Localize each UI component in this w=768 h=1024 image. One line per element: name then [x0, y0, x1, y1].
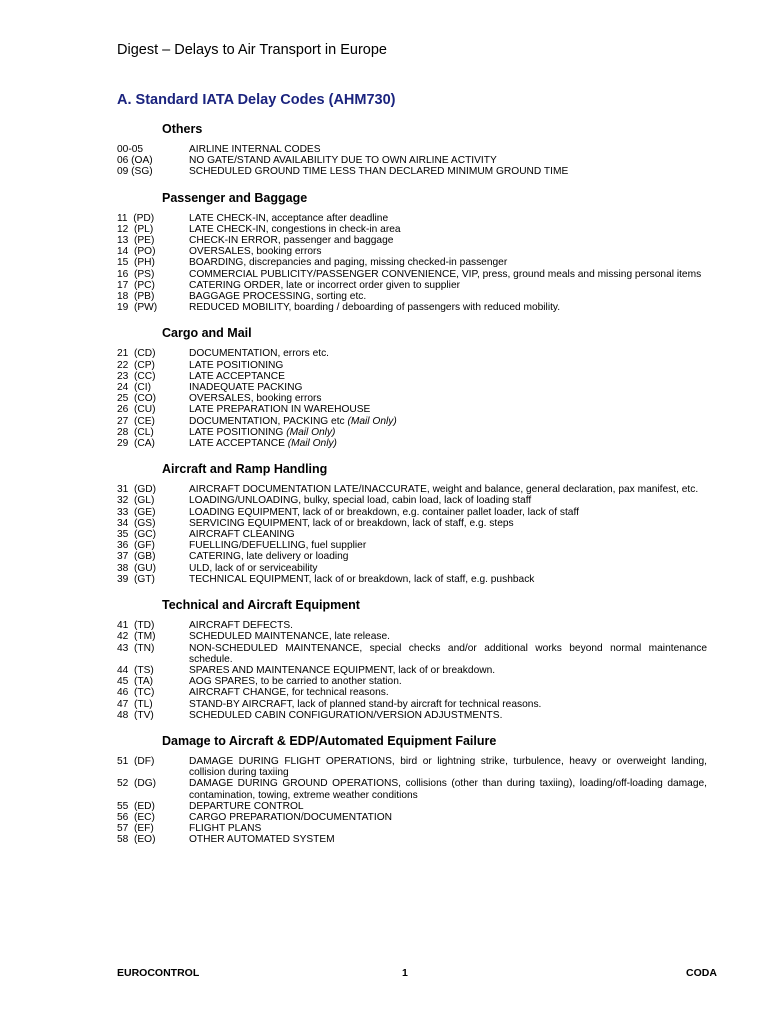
delay-code: 56 (EC) [117, 811, 155, 823]
delay-code: 33 (GE) [117, 506, 156, 518]
delay-code-row [117, 404, 707, 415]
delay-code-row [117, 291, 707, 302]
delay-description [189, 269, 707, 280]
delay-note: (Mail Only) [287, 438, 337, 450]
delay-code: 55 (ED) [117, 800, 155, 812]
delay-description-text: LATE POSITIONING [189, 359, 284, 371]
delay-code-row [117, 529, 707, 540]
delay-description-text: LATE CHECK-IN, acceptance after deadline [189, 212, 389, 224]
delay-code: 16 (PS) [117, 268, 155, 280]
delay-code-row [117, 416, 707, 427]
delay-description-text: AIRLINE INTERNAL CODES [189, 144, 321, 155]
delay-description [189, 551, 707, 562]
delay-code-row [117, 269, 707, 280]
delay-note: (Mail Only) [286, 426, 336, 438]
delay-description-text: FUELLING/DEFUELLING, fuel supplier [189, 540, 367, 552]
delay-code: 26 (CU) [117, 404, 156, 416]
delay-description-text: CATERING ORDER, late or incorrect order given to supplier [189, 279, 461, 291]
delay-description [189, 416, 707, 427]
delay-description [189, 224, 707, 235]
delay-description [189, 280, 707, 291]
delay-code-row [117, 393, 707, 404]
code-group [117, 190, 707, 314]
delay-description-text: BAGGAGE PROCESSING, sorting etc. [189, 291, 367, 303]
delay-code-row [117, 224, 707, 235]
delay-code: 58 (EO) [117, 834, 156, 846]
delay-description-text: DAMAGE DURING GROUND OPERATIONS, collisions (other than during taxiing), loading/off-loading damage, contamination, towing, extreme weather conditions [189, 778, 707, 801]
delay-code: 35 (GC) [117, 529, 157, 541]
code-group [117, 121, 707, 178]
section-title: A. Standard IATA Delay Codes (AHM730) [117, 92, 396, 108]
delay-code-row [117, 574, 707, 585]
delay-description-text: STAND-BY AIRCRAFT, lack of planned stand-by aircraft for technical reasons. [189, 698, 542, 710]
delay-code: 47 (TL) [117, 698, 153, 710]
delay-description [189, 166, 707, 177]
document-header-title: Digest – Delays to Air Transport in Europe [117, 42, 387, 58]
delay-description [189, 801, 707, 812]
code-group [117, 597, 707, 721]
delay-code-row [117, 687, 707, 698]
delay-description [189, 518, 707, 529]
delay-code-row [117, 438, 707, 449]
delay-description-text: OVERSALES, booking errors [189, 246, 322, 258]
delay-code: 43 (TN) [117, 642, 155, 654]
delay-code: 27 (CE) [117, 415, 155, 427]
delay-code: 09 (SG) [117, 166, 153, 178]
delay-description-text: TECHNICAL EQUIPMENT, lack of or breakdown, lack of staff, e.g. pushback [189, 573, 535, 585]
delay-description-text: OTHER AUTOMATED SYSTEM [189, 834, 335, 846]
delay-description-text: LATE ACCEPTANCE [189, 438, 285, 450]
delay-code-row [117, 166, 707, 177]
delay-code: 51 (DF) [117, 755, 155, 767]
delay-description-text: OVERSALES, booking errors [189, 393, 322, 405]
delay-description [189, 438, 707, 449]
delay-code-row [117, 801, 707, 812]
delay-description [189, 257, 707, 268]
delay-description-text: SCHEDULED MAINTENANCE, late release. [189, 631, 390, 643]
group-title: Damage to Aircraft & EDP/Automated Equipment Failure [162, 733, 497, 748]
delay-code-row [117, 382, 707, 393]
delay-description-text: COMMERCIAL PUBLICITY/PASSENGER CONVENIENCE, VIP, press, ground meals and missing personal items [189, 268, 702, 280]
delay-code: 48 (TV) [117, 709, 154, 721]
group-title: Passenger and Baggage [162, 190, 308, 205]
delay-code: 14 (PO) [117, 246, 156, 258]
delay-code-row [117, 235, 707, 246]
delay-description [189, 144, 707, 155]
delay-description [189, 540, 707, 551]
delay-description-text: REDUCED MOBILITY, boarding / deboarding of passengers with reduced mobility. [189, 302, 561, 314]
delay-code-row [117, 563, 707, 574]
delay-description-text: CHECK-IN ERROR, passenger and baggage [189, 235, 394, 247]
delay-description [189, 643, 707, 665]
delay-description [189, 620, 707, 631]
delay-description [189, 574, 707, 585]
delay-description [189, 291, 707, 302]
delay-code-row [117, 834, 707, 845]
delay-description-text: INADEQUATE PACKING [189, 382, 303, 394]
delay-code-row [117, 699, 707, 710]
delay-description [189, 360, 707, 371]
delay-code-row [117, 823, 707, 834]
delay-code: 24 (CI) [117, 382, 151, 394]
delay-code-row [117, 507, 707, 518]
delay-code: 37 (GB) [117, 551, 156, 563]
delay-code-row [117, 676, 707, 687]
delay-description [189, 348, 707, 359]
delay-code: 15 (PH) [117, 257, 155, 269]
delay-description-text: DEPARTURE CONTROL [189, 800, 304, 812]
delay-code: 22 (CP) [117, 359, 155, 371]
delay-code-row [117, 144, 707, 155]
delay-description [189, 302, 707, 313]
delay-code: 11 (PD) [117, 212, 155, 224]
delay-code-row [117, 348, 707, 359]
delay-description [189, 246, 707, 257]
delay-description-text: DOCUMENTATION, errors etc. [189, 348, 329, 360]
delay-description [189, 778, 707, 800]
delay-description-text: AOG SPARES, to be carried to another station. [189, 676, 402, 688]
delay-description-text: AIRCRAFT CLEANING [189, 529, 295, 541]
delay-code-row [117, 427, 707, 438]
delay-description [189, 529, 707, 540]
delay-description [189, 812, 707, 823]
delay-code: 42 (TM) [117, 631, 156, 643]
delay-description-text: LOADING EQUIPMENT, lack of or breakdown, e.g. container pallet loader, lack of staff [189, 506, 579, 518]
delay-code: 23 (CC) [117, 370, 156, 382]
delay-code: 06 (OA) [117, 155, 153, 167]
delay-code-row [117, 812, 707, 823]
delay-description-text: CARGO PREPARATION/DOCUMENTATION [189, 811, 393, 823]
delay-code-row [117, 257, 707, 268]
delay-code: 28 (CL) [117, 426, 154, 438]
footer-left-org: EUROCONTROL [117, 967, 200, 979]
delay-code-row [117, 155, 707, 166]
delay-description-text: DAMAGE DURING FLIGHT OPERATIONS, bird or lightning strike, turbulence, heavy or overweight landing, collision during taxiing [189, 755, 707, 779]
delay-description [189, 213, 707, 224]
delay-code: 19 (PW) [117, 302, 158, 314]
delay-code-row [117, 302, 707, 313]
delay-description [189, 823, 707, 834]
delay-code: 44 (TS) [117, 664, 154, 676]
delay-code-row [117, 778, 707, 800]
delay-code-row [117, 213, 707, 224]
delay-code-row [117, 360, 707, 371]
delay-description [189, 371, 707, 382]
delay-code: 39 (GT) [117, 573, 155, 585]
delay-code: 31 (GD) [117, 484, 157, 496]
delay-code: 32 (GL) [117, 495, 155, 507]
delay-description [189, 393, 707, 404]
delay-description [189, 756, 707, 778]
delay-description-text: SPARES AND MAINTENANCE EQUIPMENT, lack of or breakdown. [189, 664, 496, 676]
delay-description-text: SCHEDULED GROUND TIME LESS THAN DECLARED MINIMUM GROUND TIME [189, 166, 569, 178]
delay-description-text: BOARDING, discrepancies and paging, missing checked-in passenger [189, 257, 508, 269]
delay-code: 57 (EF) [117, 823, 154, 835]
delay-code-row [117, 643, 707, 665]
delay-code: 25 (CO) [117, 393, 157, 405]
delay-code-row [117, 551, 707, 562]
delay-code-row [117, 246, 707, 257]
delay-code: 45 (TA) [117, 676, 154, 688]
delay-code-row [117, 518, 707, 529]
delay-code: 21 (CD) [117, 348, 156, 360]
delay-description [189, 155, 707, 166]
delay-description [189, 665, 707, 676]
group-title: Aircraft and Ramp Handling [162, 462, 328, 477]
delay-description [189, 834, 707, 845]
delay-description-text: CATERING, late delivery or loading [189, 551, 349, 563]
delay-description [189, 484, 707, 495]
delay-description [189, 699, 707, 710]
delay-description [189, 495, 707, 506]
group-title: Cargo and Mail [162, 326, 252, 341]
delay-description [189, 631, 707, 642]
delay-description-text: LATE PREPARATION IN WAREHOUSE [189, 404, 371, 416]
footer-page-number: 1 [402, 967, 408, 979]
delay-description [189, 427, 707, 438]
delay-code-row [117, 495, 707, 506]
delay-description [189, 687, 707, 698]
delay-code: 00-05 [117, 144, 144, 155]
delay-description [189, 507, 707, 518]
delay-code-row [117, 756, 707, 778]
delay-description-text: LATE ACCEPTANCE [189, 370, 285, 382]
delay-code-row [117, 484, 707, 495]
delay-description [189, 382, 707, 393]
delay-description [189, 235, 707, 246]
footer-right-label: CODA [686, 967, 717, 979]
delay-description-text: ULD, lack of or serviceability [189, 562, 318, 574]
delay-code-row [117, 620, 707, 631]
delay-description [189, 563, 707, 574]
code-group [117, 325, 707, 449]
delay-description-text: FLIGHT PLANS [189, 823, 262, 835]
delay-description-text: LATE CHECK-IN, congestions in check-in area [189, 223, 401, 235]
delay-description-text: LOADING/UNLOADING, bulky, special load, cabin load, lack of loading staff [189, 495, 532, 507]
delay-description-text: AIRCRAFT CHANGE, for technical reasons. [189, 687, 389, 699]
delay-note: (Mail Only) [347, 415, 397, 427]
delay-code: 29 (CA) [117, 438, 155, 450]
delay-code-row [117, 280, 707, 291]
delay-code-row [117, 631, 707, 642]
delay-description [189, 404, 707, 415]
delay-description-text: NON-SCHEDULED MAINTENANCE, special checks and/or additional works beyond normal maintenance schedule. [189, 642, 707, 665]
delay-code: 17 (PC) [117, 279, 155, 291]
delay-description [189, 710, 707, 721]
delay-description-text: SERVICING EQUIPMENT, lack of or breakdown, lack of staff, e.g. steps [189, 517, 514, 529]
code-group [117, 461, 707, 585]
delay-code: 36 (GF) [117, 540, 155, 552]
delay-description-text: AIRCRAFT DEFECTS. [189, 620, 293, 632]
delay-code-row [117, 665, 707, 676]
delay-code-row [117, 371, 707, 382]
delay-code: 34 (GS) [117, 517, 156, 529]
group-title: Technical and Aircraft Equipment [162, 598, 360, 613]
group-title: Others [162, 122, 203, 136]
delay-description-text: SCHEDULED CABIN CONFIGURATION/VERSION ADJUSTMENTS. [189, 709, 503, 721]
delay-code: 12 (PL) [117, 223, 154, 235]
delay-code-row [117, 540, 707, 551]
code-group [117, 733, 707, 846]
delay-code-list [117, 121, 707, 858]
delay-code: 52 (DG) [117, 778, 157, 790]
delay-code: 38 (GU) [117, 562, 157, 574]
delay-code: 41 (TD) [117, 620, 155, 632]
delay-code: 46 (TC) [117, 687, 155, 699]
delay-description [189, 676, 707, 687]
delay-code: 18 (PB) [117, 291, 155, 303]
delay-description-text: NO GATE/STAND AVAILABILITY DUE TO OWN AIRLINE ACTIVITY [189, 155, 497, 167]
delay-description-text: DOCUMENTATION, PACKING etc [189, 415, 345, 427]
delay-description-text: AIRCRAFT DOCUMENTATION LATE/INACCURATE, weight and balance, general declaration, pax manifest, etc. [189, 484, 699, 496]
delay-description-text: LATE POSITIONING [189, 426, 284, 438]
delay-code-row [117, 710, 707, 721]
delay-code: 13 (PE) [117, 235, 155, 247]
